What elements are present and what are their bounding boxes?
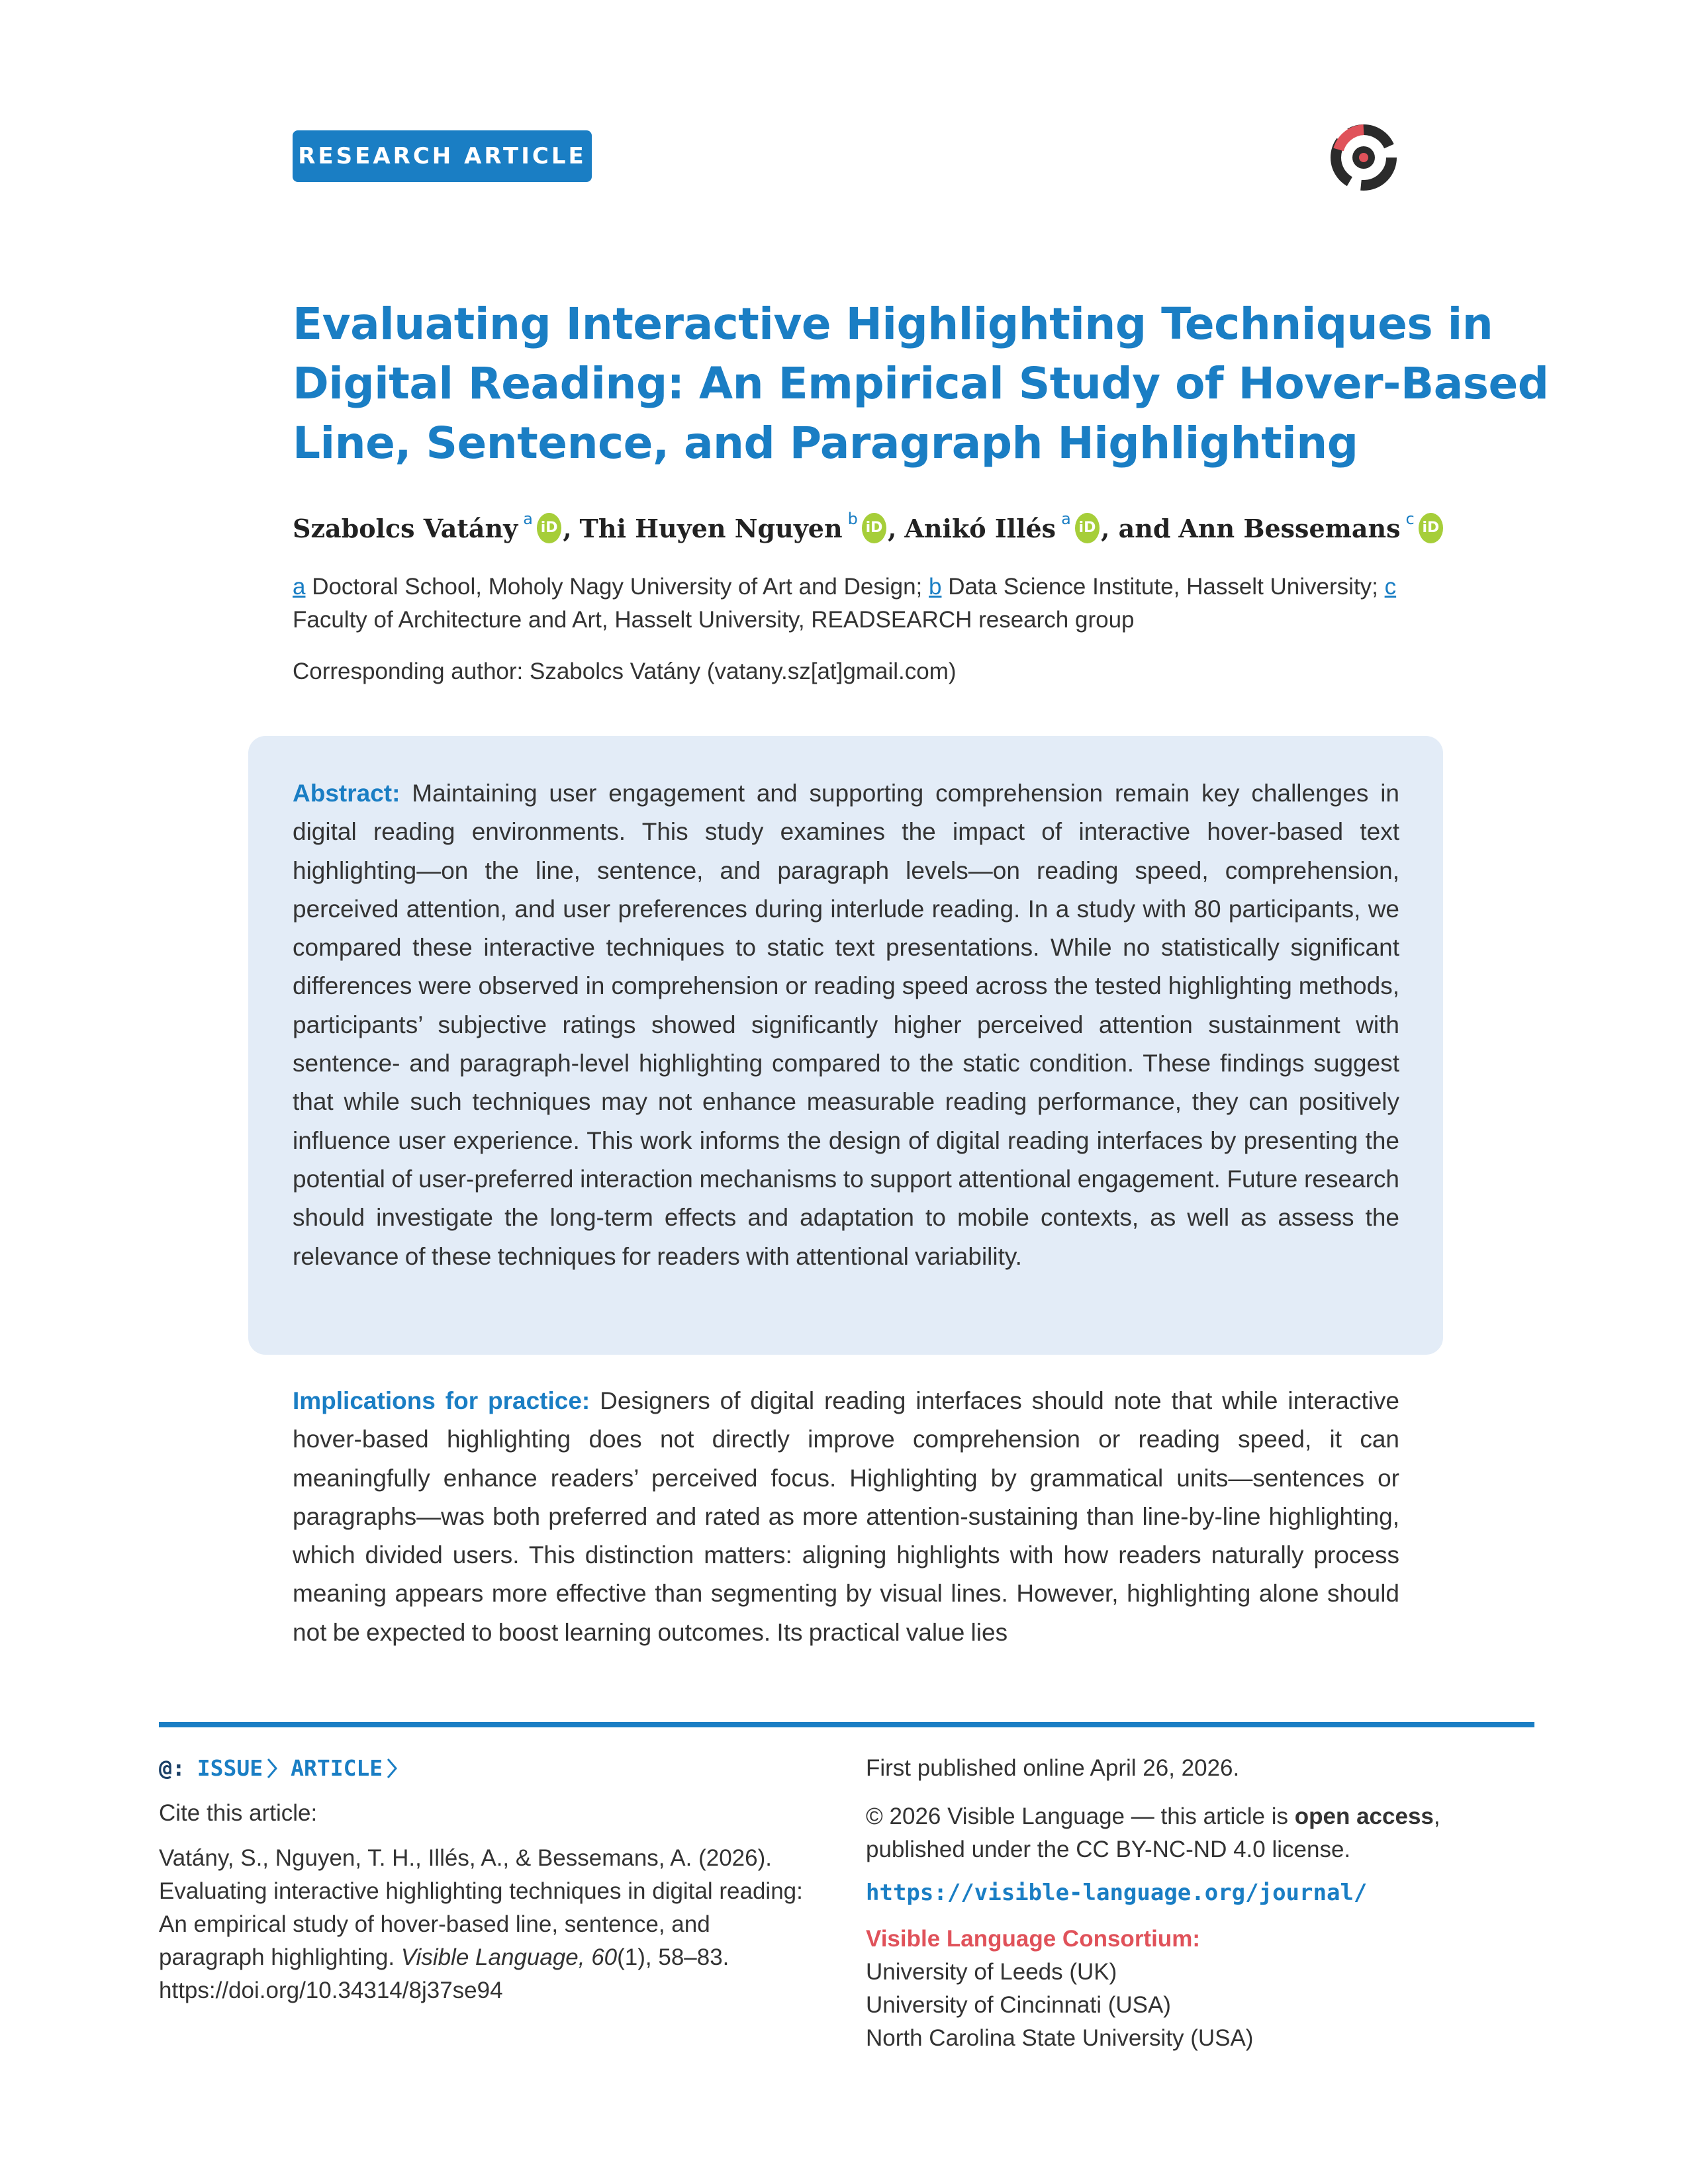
abstract-label: Abstract: (293, 780, 400, 807)
journal-logo (1324, 118, 1403, 197)
abstract (293, 774, 1399, 1276)
orcid-icon[interactable]: iD (1075, 513, 1100, 543)
license-text: © 2026 Visible Language — this article is (866, 1803, 1295, 1829)
title-line: Evaluating Interactive Highlighting Techniques in (293, 298, 1493, 349)
affiliation-link-c[interactable]: c (1384, 574, 1397, 600)
affiliations (293, 570, 1418, 637)
author-name: Ann Bessemans (1178, 513, 1401, 543)
open-access-label: open access (1294, 1803, 1434, 1829)
article-title (293, 295, 1549, 473)
chevron-right-icon (385, 1757, 399, 1780)
author-list (293, 510, 1444, 543)
article-navigation (159, 1755, 399, 1781)
article-type-badge: RESEARCH ARTICLE (293, 130, 592, 182)
citation-journal: Visible Language, 60 (400, 1944, 618, 1970)
affiliation-text: Data Science Institute, Hasselt University; (941, 574, 1385, 600)
license-text: , published under the CC BY-NC-ND 4.0 license. (866, 1803, 1440, 1862)
implications-for-practice (293, 1382, 1399, 1652)
citation-authors-title: Vatány, S., Nguyen, T. H., Illés, A., & Bessemans, A. (2026). Evaluating interactive highlighting techniques in digital reading: An empirical study of hover-based line, sentence, and paragraph highlighting. (159, 1845, 803, 1970)
corresponding-author: Corresponding author: Szabolcs Vatány (vatany.sz[at]gmail.com) (293, 659, 957, 684)
affiliation-marker[interactable]: b (847, 510, 858, 528)
affiliation-link-b[interactable]: b (929, 574, 942, 600)
journal-url-link[interactable]: https://visible-language.org/journal/ (866, 1880, 1368, 1906)
affiliation-text: Faculty of Architecture and Art, Hasselt University, READSEARCH research group (293, 607, 1135, 633)
citation (159, 1842, 808, 2007)
footer-divider (159, 1722, 1534, 1727)
citation-doi[interactable]: (1), 58–83. https://doi.org/10.34314/8j37se94 (159, 1944, 729, 2003)
author-separator: , (888, 513, 897, 543)
license-statement (866, 1800, 1528, 1866)
nav-issue-label: ISSUE (197, 1755, 263, 1781)
consortium-member: North Carolina State University (USA) (866, 2025, 1254, 2051)
affiliation-marker[interactable]: c (1405, 510, 1415, 528)
nav-issue-link[interactable] (197, 1755, 279, 1781)
implications-label: Implications for practice: (293, 1387, 590, 1414)
author-separator: , (563, 513, 572, 543)
abstract-body: Maintaining user engagement and supporting comprehension remain key challenges in digital reading environments. This study examines the impact of interactive hover-based text highlighting—on the line, sentence, and paragraph levels—on reading speed, comprehension, perceived attention, and user preferences during interlude reading. In a study with 80 participants, we compared these interactive techniques to static text presentations. While no statistically significant differences were observed in comprehension or reading speed across the tested highlighting methods, participants’ subjective ratings showed significantly higher perceived attention sustainment with sentence- and paragraph-level highlighting compared to the static condition. These findings suggest that while such techniques may not enhance measurable reading performance, they can positively influence user experience. This work informs the design of digital reading interfaces by presenting the potential of user-preferred interaction mechanisms to support attentional engagement. Future research should investigate the long-term effects and adaptation to mobile contexts, as well as assess the relevance of these techniques for readers with attentional variability. (293, 780, 1399, 1270)
consortium-member: University of Leeds (UK) (866, 1959, 1117, 1985)
title-line: Line, Sentence, and Paragraph Highlighting (293, 418, 1358, 469)
author-name: Anikó Illés (904, 513, 1056, 543)
nav-prefix: @: (159, 1755, 185, 1781)
publication-date: First published online April 26, 2026. (866, 1755, 1240, 1781)
orcid-icon[interactable]: iD (862, 513, 886, 543)
affiliation-marker[interactable]: a (523, 510, 533, 528)
affiliation-link-a[interactable]: a (293, 574, 306, 600)
author-separator: , and (1101, 513, 1171, 543)
title-line: Digital Reading: An Empirical Study of Hover-Based (293, 358, 1549, 409)
orcid-icon[interactable]: iD (537, 513, 561, 543)
consortium-member: University of Cincinnati (USA) (866, 1992, 1171, 2018)
implications-body: Designers of digital reading interfaces should note that while interactive hover-based highlighting does not directly improve comprehension or reading speed, it can meaningfully enhance readers’ perceived focus. Highlighting by grammatical units—sentences or paragraphs—was both preferred and rated as more attention-sustaining than line-by-line highlighting, which divided users. This distinction matters: aligning highlights with how readers naturally process meaning appears more effective than segmenting by visual lines. However, highlighting alone should not be expected to boost learning outcomes. Its practical value lies (293, 1387, 1399, 1646)
cite-label: Cite this article: (159, 1800, 318, 1826)
affiliation-text: Doctoral School, Moholy Nagy University of Art and Design; (305, 574, 929, 600)
affiliation-marker[interactable]: a (1061, 510, 1071, 528)
author-name: Szabolcs Vatány (293, 513, 518, 543)
chevron-right-icon (265, 1757, 279, 1780)
author-name: Thi Huyen Nguyen (579, 513, 843, 543)
consortium (866, 1923, 1528, 2055)
orcid-icon[interactable]: iD (1419, 513, 1443, 543)
consortium-heading: Visible Language Consortium: (866, 1926, 1200, 1952)
nav-article-link[interactable] (291, 1755, 399, 1781)
nav-article-label: ARTICLE (291, 1755, 383, 1781)
